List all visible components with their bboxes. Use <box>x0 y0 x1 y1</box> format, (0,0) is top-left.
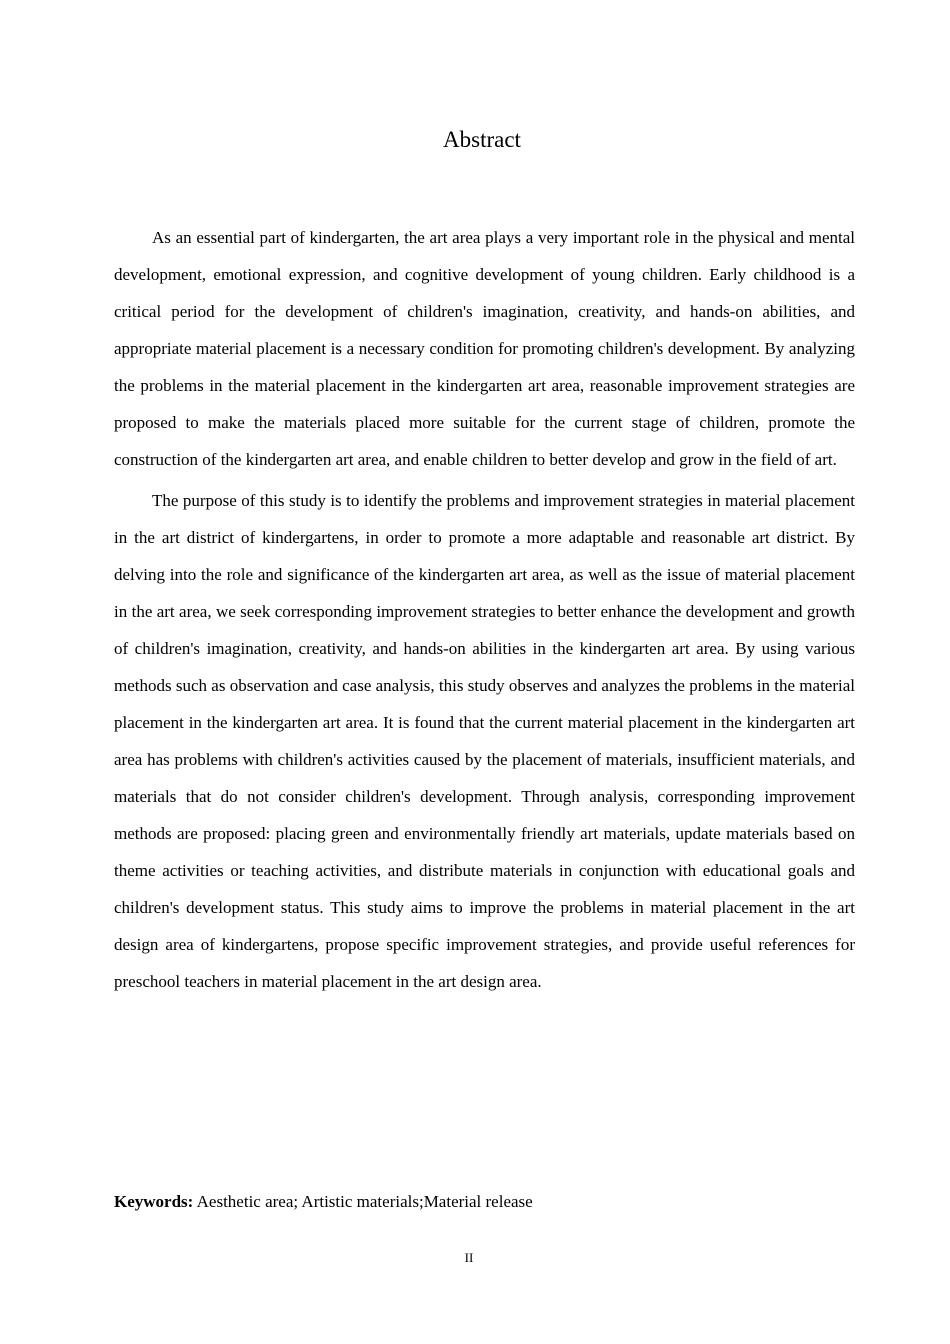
keywords-text: Aesthetic area; Artistic materials;Material release <box>193 1192 533 1211</box>
abstract-body <box>114 219 855 1000</box>
abstract-paragraph-2: The purpose of this study is to identify the problems and improvement strategies in material placement in the art district of kindergartens, in order to promote a more adaptable and reasonable art district. By delving into the role and significance of the kindergarten art area, as well as the issue of material placement in the art area, we seek corresponding improvement strategies to better enhance the development and growth of children's imagination, creativity, and hands-on abilities in the kindergarten art area. By using various methods such as observation and case analysis, this study observes and analyzes the problems in the material placement in the kindergarten art area. It is found that the current material placement in the kindergarten art area has problems with children's activities caused by the placement of materials, insufficient materials, and materials that do not consider children's development. Through analysis, corresponding improvement methods are proposed: placing green and environmentally friendly art materials, update materials based on theme activities or teaching activities, and distribute materials in conjunction with educational goals and children's development status. This study aims to improve the problems in material placement in the art design area of kindergartens, propose specific improvement strategies, and provide useful references for preschool teachers in material placement in the art design area. <box>114 491 855 991</box>
abstract-paragraph-1: As an essential part of kindergarten, the art area plays a very important role in the physical and mental development, emotional expression, and cognitive development of young children. Early childhood is a critical period for the development of children's imagination, creativity, and hands-on abilities, and appropriate material placement is a necessary condition for promoting children's development. By analyzing the problems in the material placement in the kindergarten art area, reasonable improvement strategies are proposed to make the materials placed more suitable for the current stage of children, promote the construction of the kindergarten art area, and enable children to better develop and grow in the field of art. <box>114 228 855 469</box>
keywords-label: Keywords: <box>114 1192 194 1211</box>
keywords-line <box>114 1187 855 1217</box>
page-number: II <box>464 1250 474 1265</box>
abstract-title: Abstract <box>443 127 521 152</box>
